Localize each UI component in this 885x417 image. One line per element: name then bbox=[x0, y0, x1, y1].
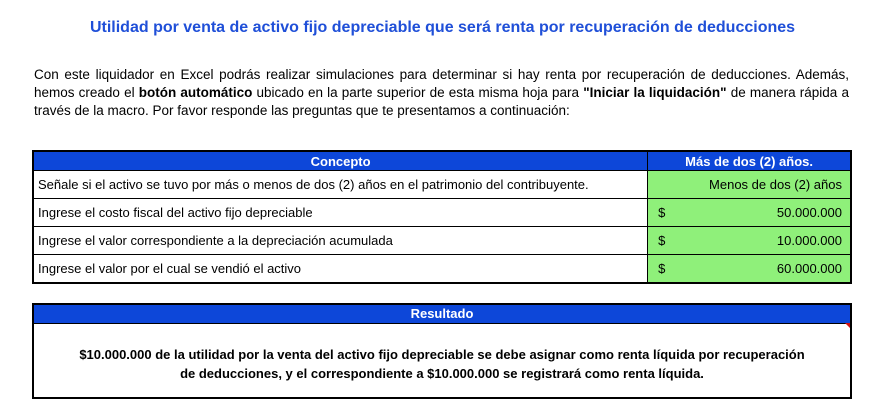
concept-cell: Señale si el activo se tuvo por más o menos de dos (2) años en el patrimonio del contribuyente. bbox=[33, 171, 648, 199]
intro-text-1: Con este liquidador en Excel podrás realizar simulaciones para determinar si hay renta por recuperación de deducciones. Además, hemos creado el bbox=[34, 67, 849, 100]
concept-cell: Ingrese el valor por el cual se vendió el activo bbox=[33, 255, 648, 284]
fiscal-cost-value: 50.000.000 bbox=[776, 205, 842, 220]
currency-symbol: $ bbox=[658, 205, 666, 220]
table-row bbox=[33, 171, 851, 199]
accumulated-depreciation-value: 10.000.000 bbox=[776, 233, 842, 248]
intro-bold-automatic-button: botón automático bbox=[138, 85, 253, 100]
header-value: Más de dos (2) años. bbox=[648, 151, 851, 171]
result-header: Resultado bbox=[34, 305, 850, 324]
intro-text-3: de manera rápida a través de la macro. Por favor responde las preguntas que te presentamos a continuación: bbox=[34, 85, 849, 118]
comment-indicator-icon[interactable] bbox=[845, 323, 850, 328]
table-row bbox=[33, 199, 851, 227]
holding-period-select[interactable] bbox=[648, 171, 851, 199]
sale-price-input[interactable] bbox=[648, 255, 851, 284]
result-box bbox=[32, 303, 852, 399]
result-text: $10.000.000 de la utilidad por la venta del activo fijo depreciable se debe asignar como renta líquida por recuperación de deducciones, y el correspondiente a $10.000.000 se registrará como renta líquida. bbox=[79, 347, 805, 381]
fiscal-cost-input[interactable] bbox=[648, 199, 851, 227]
intro-text-2: ubicado en la parte superior de esta misma hoja para bbox=[252, 85, 584, 100]
input-table bbox=[32, 150, 852, 284]
holding-period-value: Menos de dos (2) años bbox=[709, 177, 842, 192]
accumulated-depreciation-input[interactable] bbox=[648, 227, 851, 255]
concept-cell: Ingrese el costo fiscal del activo fijo depreciable bbox=[33, 199, 648, 227]
table-header-row bbox=[33, 151, 851, 171]
currency-symbol: $ bbox=[658, 233, 666, 248]
currency-symbol: $ bbox=[658, 261, 666, 276]
page-title: Utilidad por venta de activo fijo depreciable que será renta por recuperación de deducciones bbox=[89, 19, 796, 36]
concept-cell: Ingrese el valor correspondiente a la depreciación acumulada bbox=[33, 227, 648, 255]
intro-bold-start-liquidation: "Iniciar la liquidación" bbox=[583, 85, 727, 100]
intro-paragraph bbox=[34, 66, 849, 120]
header-concept: Concepto bbox=[33, 151, 648, 171]
sale-price-value: 60.000.000 bbox=[776, 261, 842, 276]
table-row bbox=[33, 255, 851, 284]
table-row bbox=[33, 227, 851, 255]
